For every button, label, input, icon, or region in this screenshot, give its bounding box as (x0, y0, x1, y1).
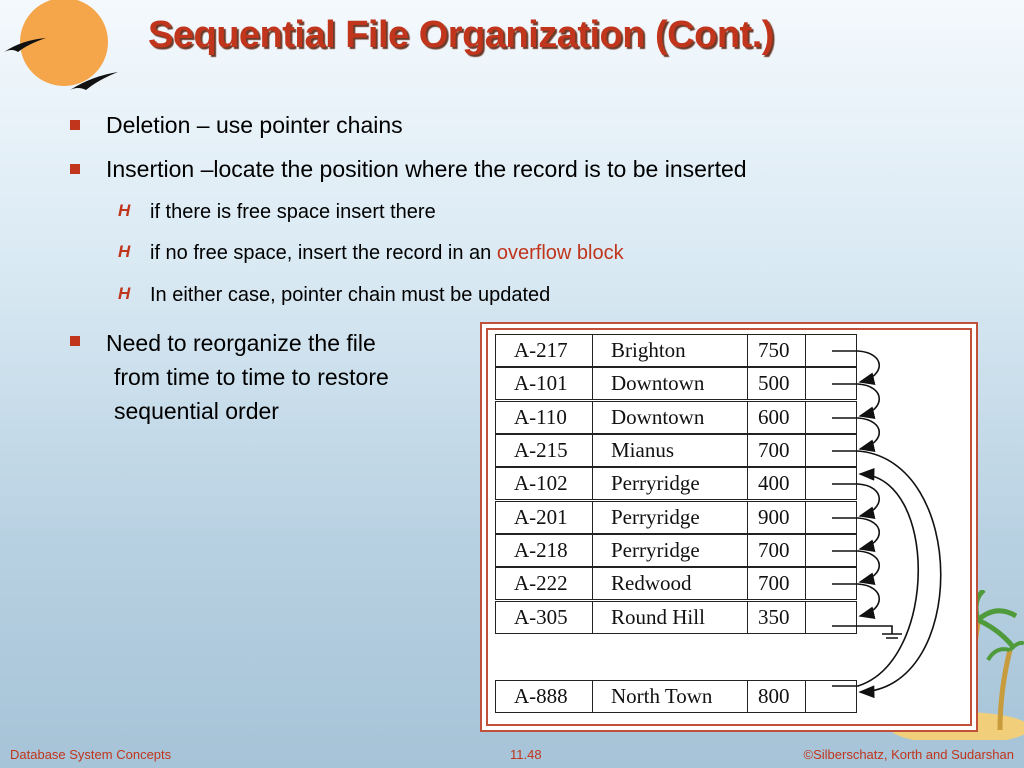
branch-cell: Perryridge (593, 535, 748, 566)
balance-cell: 700 (748, 568, 806, 599)
sub-bullet-text: if there is free space insert there (150, 201, 436, 223)
footer-copyright: ©Silberschatz, Korth and Sudarshan (803, 747, 1014, 762)
null-pointer-icon (832, 626, 902, 638)
balance-cell: 500 (748, 368, 806, 399)
account-cell: A-218 (496, 535, 593, 566)
account-cell: A-305 (496, 602, 593, 633)
branch-cell: Downtown (593, 368, 748, 399)
balance-cell: 600 (748, 402, 806, 433)
account-cell: A-110 (496, 402, 593, 433)
overflow-return-arrow (832, 474, 918, 686)
sub-bullet-icon: H (118, 242, 131, 261)
balance-cell: 700 (748, 535, 806, 566)
account-cell: A-215 (496, 435, 593, 466)
chain-arrow (832, 351, 879, 382)
overflow-insert-arrow (832, 451, 941, 692)
overflow-block-highlight: overflow block (496, 242, 624, 264)
branch-cell: Downtown (593, 402, 748, 433)
balance-cell: 900 (748, 502, 806, 533)
reorg-line-3: sequential order (114, 398, 279, 424)
sub-bullet-text-plain: if no free space, insert the record in an (150, 242, 497, 264)
chain-arrow (832, 584, 879, 616)
bullet-text: Insertion –locate the position where the record is to be inserted (106, 156, 747, 182)
chain-arrow (832, 551, 879, 582)
sub-bullet-text: In either case, pointer chain must be updated (150, 284, 551, 306)
account-cell: A-102 (496, 468, 593, 499)
footer-page-number: 11.48 (510, 747, 542, 762)
branch-cell: Redwood (593, 568, 748, 599)
branch-cell: North Town (593, 681, 748, 712)
balance-cell: 350 (748, 602, 806, 633)
account-cell: A-217 (496, 335, 593, 366)
reorg-line-2: from time to time to restore (114, 364, 389, 390)
branch-cell: Brighton (593, 335, 748, 366)
reorg-line-1: Need to reorganize the file (106, 330, 376, 356)
chain-arrow (832, 518, 879, 549)
chain-arrow (832, 418, 879, 449)
sub-bullet-icon: H (118, 284, 131, 303)
balance-cell: 750 (748, 335, 806, 366)
account-cell: A-101 (496, 368, 593, 399)
account-cell: A-222 (496, 568, 593, 599)
branch-cell: Mianus (593, 435, 748, 466)
branch-cell: Perryridge (593, 502, 748, 533)
chain-arrow (832, 384, 879, 416)
balance-cell: 700 (748, 435, 806, 466)
branch-cell: Round Hill (593, 602, 748, 633)
footer-course: Database System Concepts (10, 747, 172, 762)
balance-cell: 400 (748, 468, 806, 499)
sub-bullet-icon: H (118, 201, 131, 220)
chain-arrow (832, 484, 879, 516)
bullet-text: Deletion – use pointer chains (106, 112, 403, 138)
branch-cell: Perryridge (593, 468, 748, 499)
balance-cell: 800 (748, 681, 806, 712)
account-cell: A-888 (496, 681, 593, 712)
slide-title: Sequential File Organization (Cont.) (148, 14, 774, 56)
account-cell: A-201 (496, 502, 593, 533)
